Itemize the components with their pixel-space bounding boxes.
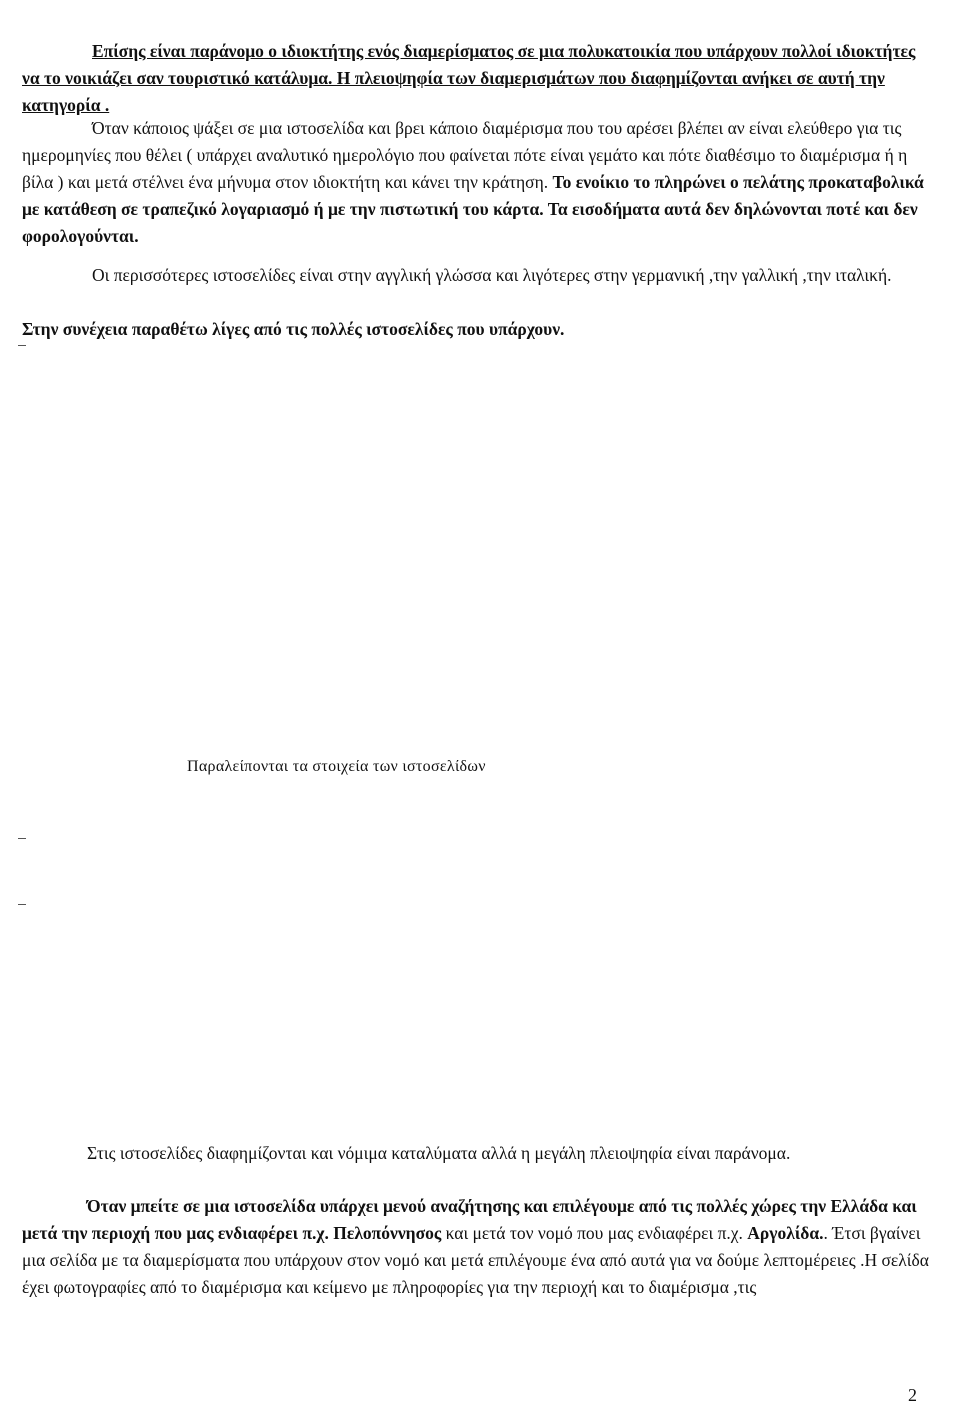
omitted-notice: Παραλείπονται τα στοιχεία των ιστοσελίδων	[187, 758, 486, 775]
legal-lodgings-paragraph	[22, 1140, 934, 1167]
scan-mark	[18, 904, 26, 905]
argolida-text: Αργολίδα.	[747, 1223, 824, 1243]
prefecture-text: και μετά τον νομό που μας ενδιαφέρει π.χ.	[441, 1223, 748, 1243]
search-menu-text: Όταν μπείτε σε μια ιστοσελίδα υπάρχει μενού αναζήτησης και επιλέγουμε από τις πολλές χώρες την Ελλάδα και μετά την περιοχή που μας ενδιαφέρει π.χ. Πελοπόννησος	[22, 1196, 917, 1243]
booking-paragraph	[22, 115, 934, 250]
details-text: . Έτσι βγαίνει μια σελίδα με τα διαμερίσματα που υπάρχουν στον νομό και μετά επιλέγουμε ένα από αυτά για να δούμε λεπτομέρειες .Η σελίδα έχει φωτογραφίες από το διαμέρισμα και κείμενο με πληροφορίες για την περιοχή και το διαμέρισμα ,τις	[22, 1223, 929, 1297]
payment-text: Το ενοίκιο το πληρώνει ο πελάτης προκαταβολικά με κατάθεση σε τραπεζικό λογαριασμό ή με την πιστωτική του κάρτα. Τα εισοδήματα αυτά δεν δηλώνονται ποτέ και δεν φορολογούνται.	[22, 172, 924, 246]
scan-mark	[18, 838, 26, 839]
legal-lodgings-text: Στις ιστοσελίδες διαφημίζονται και νόμιμα καταλύματα αλλά η μεγάλη πλειοψηφία είναι παράνομα.	[87, 1143, 791, 1163]
booking-text: Όταν κάποιος ψάξει σε μια ιστοσελίδα και βρει κάποιο διαμέρισμα που του αρέσει βλέπει αν είναι ελεύθερο για τις ημερομηνίες που θέλει ( υπάρχει αναλυτικό ημερολόγιο που φαίνεται πότε είναι γεμάτο και πότε διαθέσιμο το διαμέρισμα ή η βίλα ) και μετά στέλνει ένα μήνυμα στον ιδιοκτήτη και κάνει την κράτηση.	[22, 118, 908, 192]
page-number: 2	[908, 1385, 917, 1405]
websites-intro-text: Στην συνέχεια παραθέτω λίγες από τις πολλές ιστοσελίδες που υπάρχουν.	[22, 319, 565, 339]
intro-text: Επίσης είναι παράνομο ο ιδιοκτήτης ενός διαμερίσματος σε μια πολυκατοικία που υπάρχουν πολλοί ιδιοκτήτες να το νοικιάζει σαν τουριστικό κατάλυμα. Η πλειοψηφία των διαμερισμάτων που διαφημίζονται ανήκει σε αυτή την κατηγορία .	[22, 41, 916, 115]
languages-paragraph	[22, 262, 934, 289]
languages-text: Οι περισσότερες ιστοσελίδες είναι στην αγγλική γλώσσα και λιγότερες στην γερμανική ,την γαλλική ,την ιταλική.	[92, 265, 892, 285]
intro-paragraph	[22, 38, 934, 119]
scan-mark	[18, 345, 26, 346]
search-menu-paragraph	[22, 1193, 934, 1301]
websites-intro-paragraph	[22, 316, 934, 343]
